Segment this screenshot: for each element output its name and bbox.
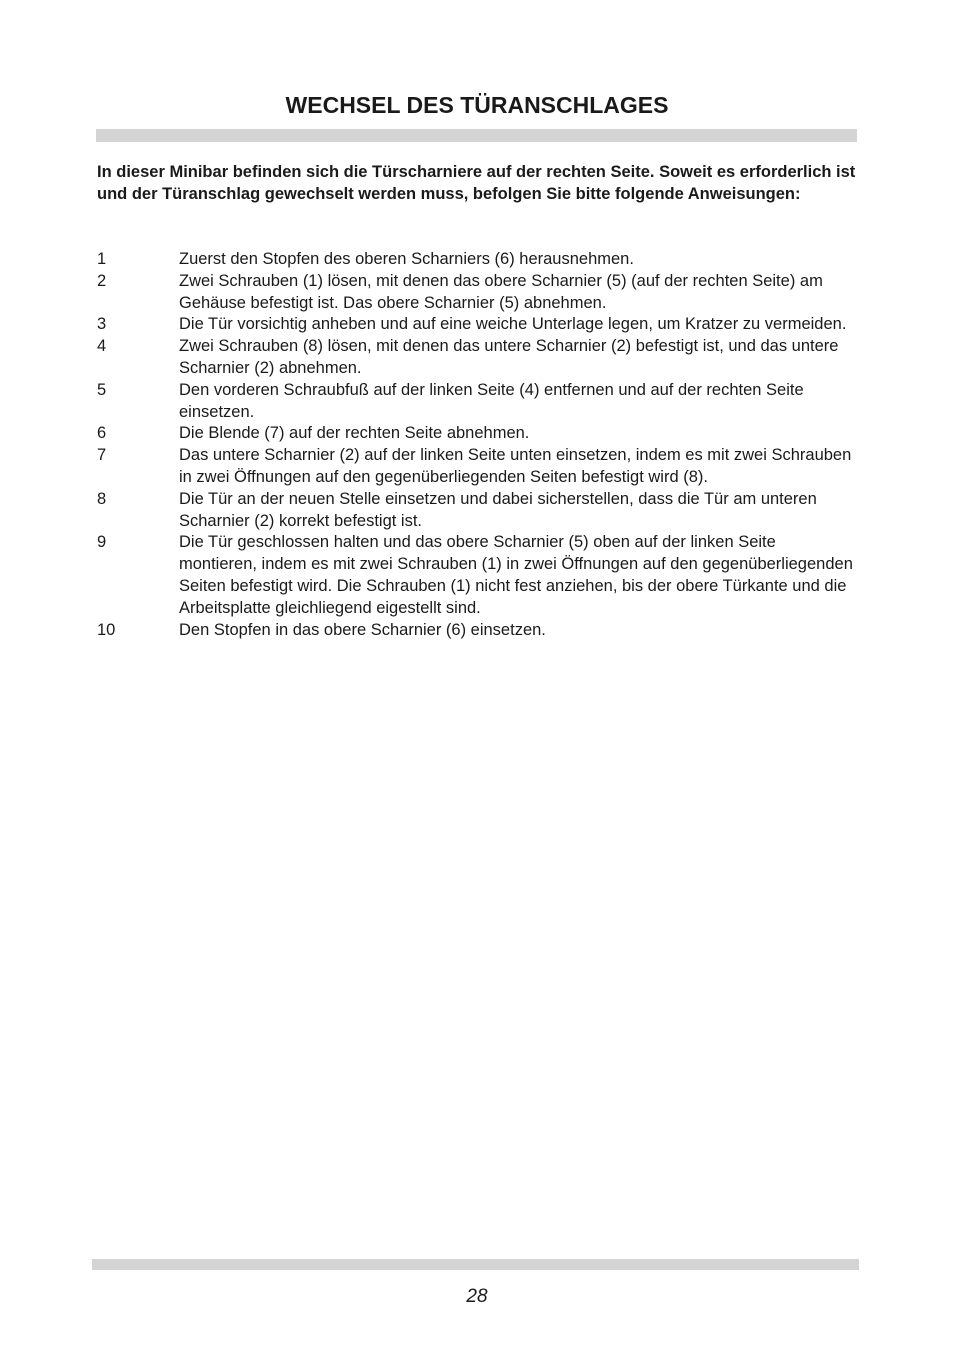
instruction-list: [97, 249, 857, 641]
instruction-step-6: [97, 423, 857, 445]
instruction-step-2: [97, 271, 857, 315]
step-number: 10: [97, 620, 116, 639]
step-number: 3: [97, 315, 107, 334]
step-text: Den vorderen Schraubfuß auf der linken Seite (4) entfernen und auf der rechten Seite einsetzen.: [179, 380, 804, 421]
step-text: Zwei Schrauben (1) lösen, mit denen das obere Scharnier (5) (auf der rechten Seite) am Gehäuse befestigt ist. Das obere Scharnier (5) abnehmen.: [179, 271, 823, 312]
instruction-step-1: [97, 249, 857, 271]
step-text: Die Blende (7) auf der rechten Seite abnehmen.: [179, 424, 530, 443]
instruction-step-7: [97, 445, 857, 489]
step-number: 5: [97, 380, 107, 399]
step-text: Den Stopfen in das obere Scharnier (6) einsetzen.: [179, 620, 546, 639]
step-text: Das untere Scharnier (2) auf der linken Seite unten einsetzen, indem es mit zwei Schrauben in zwei Öffnungen auf den gegenüberliegenden Seiten befestigt wird (8).: [179, 446, 852, 486]
step-text: Die Tür vorsichtig anheben und auf eine weiche Unterlage legen, um Kratzer zu vermeiden.: [179, 315, 847, 334]
step-number: 7: [97, 446, 107, 465]
step-number: 8: [97, 489, 107, 508]
step-text: Die Tür geschlossen halten und das obere Scharnier (5) oben auf der linken Seite montieren, indem es mit zwei Schrauben (1) in zwei Öffnungen auf den gegenüberliegenden Seiten befestigt wird. Die Schrauben (1) nicht fest anziehen, bis der obere Türkante und die Arbeitsplatte gleichliegend eigestellt sind.: [179, 533, 853, 617]
instruction-step-10: [97, 620, 857, 642]
step-number: 2: [97, 271, 107, 290]
footer-divider: [92, 1259, 859, 1270]
instruction-step-4: [97, 336, 857, 380]
step-text: Zwei Schrauben (8) lösen, mit denen das untere Scharnier (2) befestigt ist, und das untere Scharnier (2) abnehmen.: [179, 337, 839, 377]
instruction-step-9: [97, 532, 857, 619]
step-text: Die Tür an der neuen Stelle einsetzen und dabei sicherstellen, dass die Tür am unteren Scharnier (2) korrekt befestigt ist.: [179, 489, 817, 530]
intro-paragraph: In dieser Minibar befinden sich die Türscharniere auf der rechten Seite. Soweit es erforderlich ist und der Türanschlag gewechselt werden muss, befolgen Sie bitte folgende Anweisungen:: [97, 163, 856, 203]
header-divider: [96, 129, 857, 142]
page-number: 28: [466, 1286, 488, 1307]
instruction-step-8: [97, 489, 857, 533]
step-number: 9: [97, 533, 107, 552]
instruction-step-3: [97, 314, 857, 336]
step-number: 1: [97, 250, 107, 268]
page-title: WECHSEL DES TÜRANSCHLAGES: [285, 92, 669, 118]
step-text: Zuerst den Stopfen des oberen Scharniers (6) herausnehmen.: [179, 250, 634, 268]
step-number: 4: [97, 337, 107, 356]
step-number: 6: [97, 424, 107, 443]
instruction-step-5: [97, 380, 857, 424]
